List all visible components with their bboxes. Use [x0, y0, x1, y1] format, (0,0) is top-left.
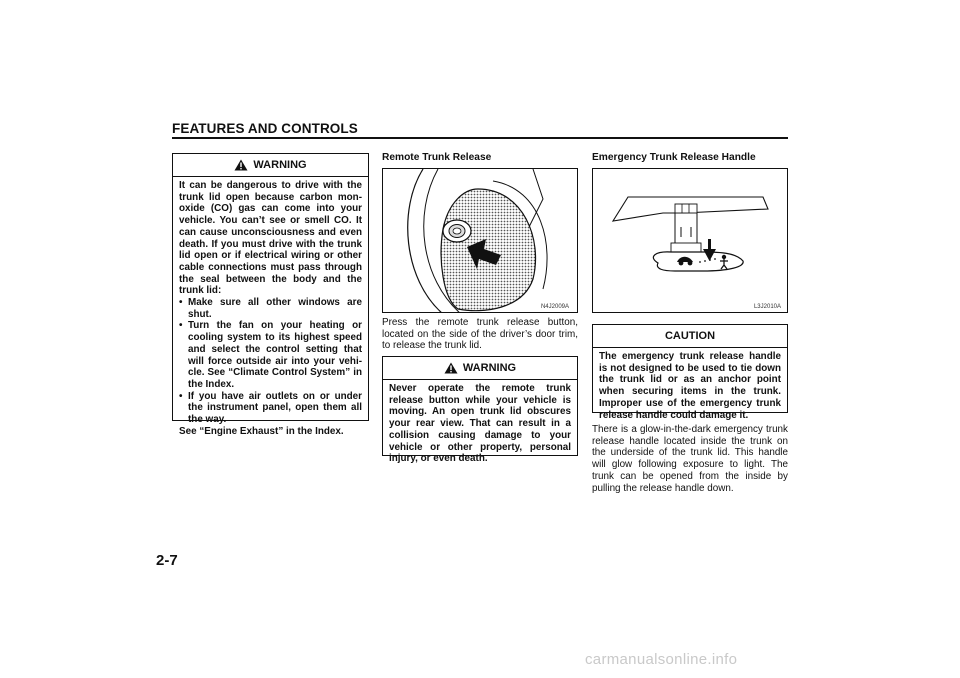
warning-bullet-text: Make sure all other windows are shut.	[188, 297, 362, 320]
warning-bullet	[179, 320, 362, 390]
door-trim-release-button-illustration	[383, 169, 578, 313]
warning-header	[383, 357, 577, 380]
warning-closing: See “Engine Exhaust” in the Index.	[179, 425, 344, 437]
warning-bullet-text: If you have air outlets on or under the instrument panel, open them all the way.	[188, 390, 362, 426]
watermark: carmanualsonline.info	[585, 651, 738, 668]
glow-handle-illustration	[593, 169, 788, 313]
warning-label: WARNING	[462, 362, 517, 374]
caution-header	[593, 325, 787, 348]
warning-header	[173, 154, 368, 177]
caution-text: The emergency trunk release handle is not designed to be used to tie down the trunk lid or as an anchor point when securing items in the trunk. Improper use of the emergency trunk release handle could damage it.	[599, 351, 781, 421]
warning-bullet-text: Turn the fan on your heating or cooling system to its highest speed and select the control setting that will force outside air into your vehi-cle. See “Climate Control System” in the Index.	[188, 320, 362, 390]
caution-body	[593, 348, 787, 425]
warning-box-remote-release	[382, 356, 578, 465]
warning-intro: It can be dangerous to drive with the trunk lid open because carbon mon-oxide (CO) gas can come into your vehicle. You can’t see or smell CO. It can cause unconsciousness and even death. If you must drive with the trunk lid open or if electrical wiring or other cable connections must pass through the seal between the body and the trunk lid:	[179, 180, 362, 297]
emergency-release-handle-figure	[592, 168, 788, 313]
warning-triangle-icon	[444, 362, 458, 374]
header-divider	[172, 137, 788, 139]
warning-box-carbon-monoxide	[172, 153, 369, 437]
warning-text: Never operate the remote trunk release button while your vehicle is moving. An open trunk lid obscures your rear view. That can result in a collision causing damage to your vehicle or other property, personal injury, or even death.	[389, 383, 571, 465]
caution-label: CAUTION	[664, 330, 716, 342]
figure-code: L3J2010A	[753, 304, 781, 310]
section-header: FEATURES AND CONTROLS	[172, 121, 358, 136]
warning-triangle-icon	[234, 159, 248, 171]
warning-body	[173, 177, 368, 441]
bullet-icon: •	[179, 390, 183, 402]
caution-box-emergency-handle	[592, 324, 788, 421]
emergency-trunk-release-paragraph: There is a glow-in-the-dark emergency trunk release handle located inside the trunk on the underside of the trunk lid. This handle will glow following exposure to light. The trunk can be opened from the inside by pulling the release handle down.	[592, 424, 788, 494]
remote-trunk-release-figure	[382, 168, 578, 313]
page-number: 2-7	[156, 552, 178, 569]
warning-label: WARNING	[253, 159, 307, 171]
remote-trunk-release-paragraph: Press the remote trunk release button, located on the side of the driver’s door trim, to release the trunk lid.	[382, 317, 578, 352]
warning-body	[383, 380, 577, 469]
bullet-icon: •	[179, 320, 183, 332]
bullet-icon: •	[179, 297, 183, 309]
emergency-trunk-release-heading: Emergency Trunk Release Handle	[592, 152, 756, 163]
figure-code: N4J2009A	[540, 304, 569, 310]
warning-bullet	[179, 297, 362, 320]
remote-trunk-release-heading: Remote Trunk Release	[382, 152, 492, 163]
warning-bullet	[179, 391, 362, 426]
